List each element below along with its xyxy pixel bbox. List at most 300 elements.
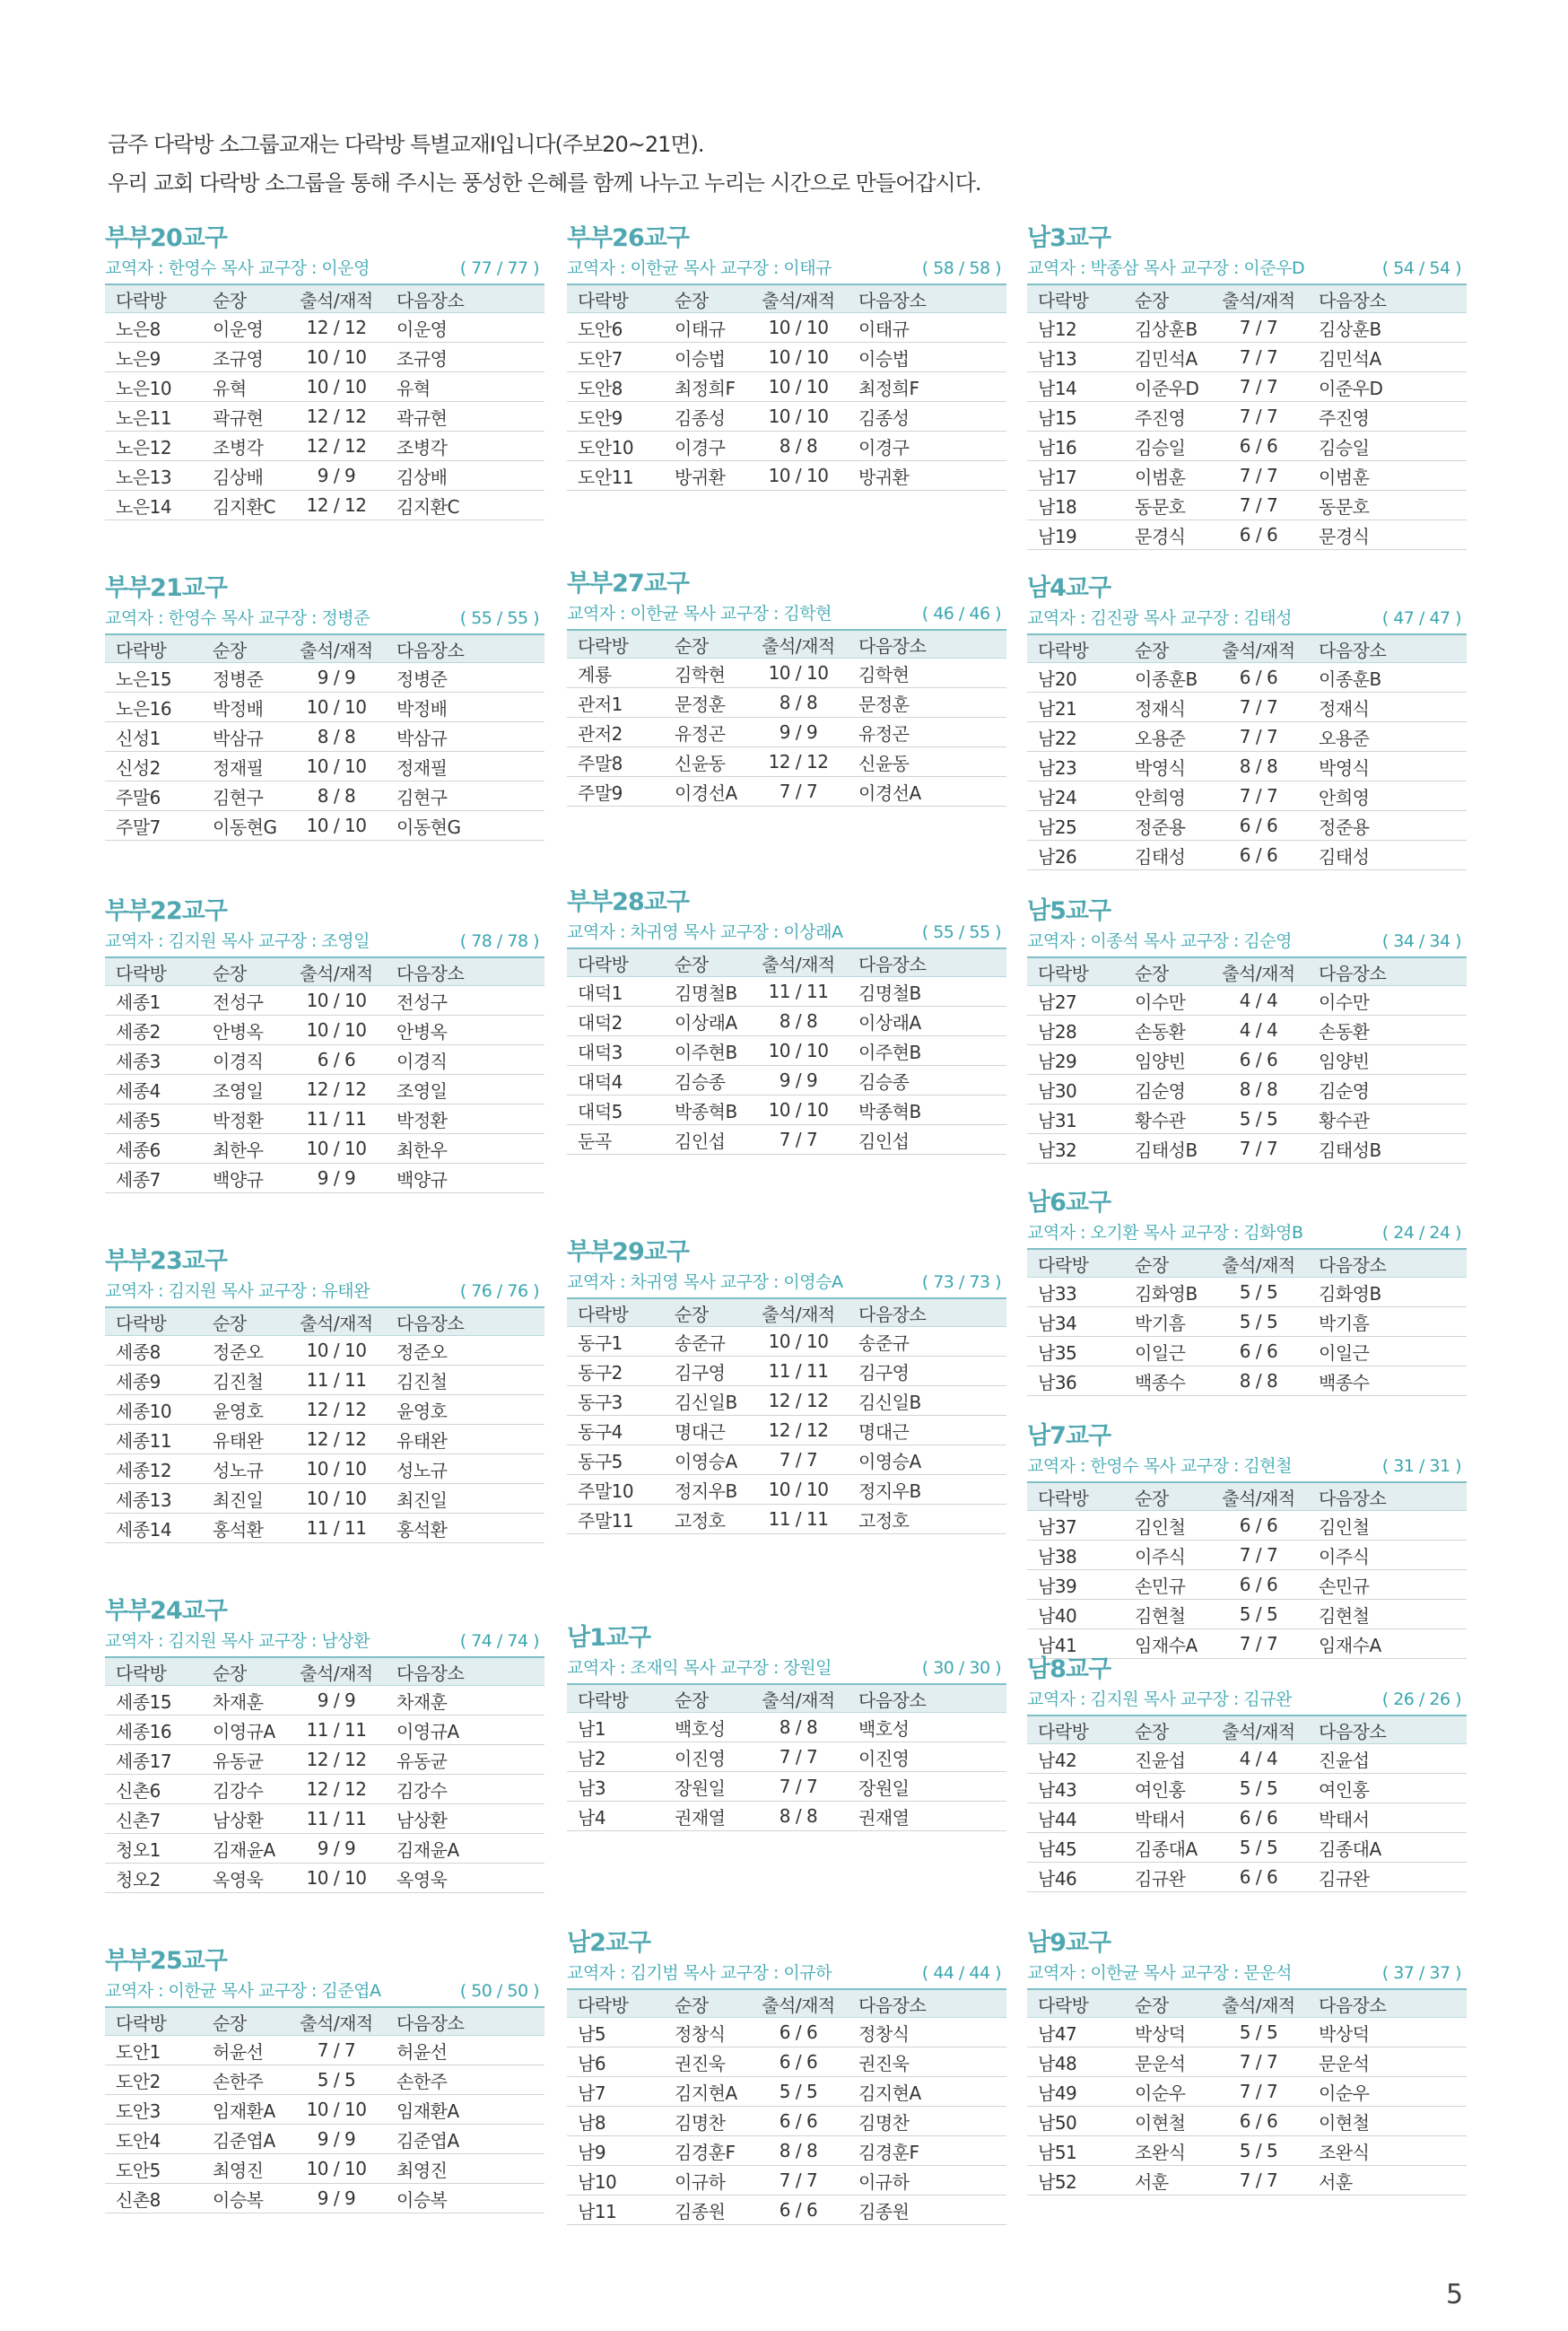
cell-darakbang: 세종6 (105, 1134, 202, 1164)
cell-next-place: 곽규현 (386, 402, 544, 432)
cell-attendance: 7 / 7 (1209, 402, 1308, 432)
table-row (1027, 1075, 1467, 1104)
cell-next-place: 유혁 (386, 372, 544, 402)
cell-attendance: 7 / 7 (1209, 2166, 1308, 2196)
cell-next-place: 백호성 (848, 1713, 1006, 1742)
district-total: ( 26 / 26 ) (1381, 1689, 1461, 1709)
cell-attendance: 10 / 10 (287, 1864, 386, 1893)
cell-leader: 유태완 (202, 1425, 287, 1454)
header-darakbang: 다락방 (567, 1684, 664, 1713)
cell-attendance: 10 / 10 (749, 372, 848, 402)
cell-next-place: 김강수 (386, 1775, 544, 1804)
cell-leader: 정재필 (202, 752, 287, 781)
table-row (567, 1125, 1006, 1155)
cell-leader: 전성구 (202, 986, 287, 1016)
header-next-place: 다음장소 (1308, 634, 1467, 663)
table-row (1027, 1278, 1467, 1307)
cell-leader: 김지현A (664, 2077, 749, 2107)
cell-darakbang: 신촌7 (105, 1804, 202, 1834)
table-row (567, 1802, 1006, 1831)
cell-next-place: 백종수 (1308, 1366, 1467, 1396)
district-total: ( 78 / 78 ) (459, 931, 539, 951)
cell-next-place: 정지우B (848, 1475, 1006, 1505)
cell-next-place: 신윤동 (848, 747, 1006, 777)
cell-attendance: 6 / 6 (1209, 432, 1308, 461)
header-attendance: 출석/재적 (749, 1684, 848, 1713)
cell-next-place: 이범훈 (1308, 461, 1467, 491)
cell-leader: 진윤섭 (1124, 1744, 1209, 1774)
cell-darakbang: 세종14 (105, 1514, 202, 1543)
cell-attendance: 10 / 10 (749, 343, 848, 372)
district-group (567, 886, 1006, 1155)
header-attendance: 출석/재적 (1209, 957, 1308, 986)
table-row (105, 343, 544, 372)
district-leaders: 교역자 : 조재익 목사 교구장 : 장원일 (567, 1658, 832, 1678)
cell-next-place: 조완식 (1308, 2136, 1467, 2166)
table-header-row (1027, 1989, 1467, 2018)
header-darakbang: 다락방 (105, 1307, 202, 1336)
table-row (1027, 663, 1467, 693)
cell-darakbang: 남17 (1027, 461, 1124, 491)
cell-leader: 이일근 (1124, 1337, 1209, 1366)
cell-next-place: 윤영호 (386, 1395, 544, 1425)
header-darakbang: 다락방 (1027, 1482, 1124, 1511)
header-attendance: 출석/재적 (1209, 634, 1308, 663)
attendance-table (1027, 633, 1467, 870)
cell-next-place: 성노규 (386, 1454, 544, 1484)
cell-attendance: 7 / 7 (749, 1445, 848, 1475)
cell-attendance: 8 / 8 (749, 2136, 848, 2166)
attendance-table (1027, 1988, 1467, 2196)
table-row (105, 1484, 544, 1514)
district-title: 부부23교구 (105, 1247, 227, 1275)
header-darakbang: 다락방 (1027, 1716, 1124, 1744)
attendance-table (105, 633, 544, 841)
cell-leader: 이경구 (664, 432, 749, 461)
header-next-place: 다음장소 (386, 2007, 544, 2036)
cell-leader: 김재윤A (202, 1834, 287, 1864)
header-attendance: 출석/재적 (287, 1657, 386, 1686)
cell-next-place: 장원일 (848, 1772, 1006, 1802)
cell-next-place: 옥영욱 (386, 1864, 544, 1893)
cell-next-place: 김인섭 (848, 1125, 1006, 1155)
cell-attendance: 10 / 10 (749, 1036, 848, 1066)
cell-next-place: 이상래A (848, 1007, 1006, 1036)
table-row (105, 2125, 544, 2154)
cell-darakbang: 주말9 (567, 777, 664, 807)
district-title: 부부22교구 (105, 897, 227, 925)
cell-leader: 박정환 (202, 1104, 287, 1134)
cell-leader: 이승법 (664, 343, 749, 372)
header-darakbang: 다락방 (1027, 634, 1124, 663)
table-row (105, 1134, 544, 1164)
header-attendance: 출석/재적 (287, 284, 386, 313)
cell-leader: 정재식 (1124, 693, 1209, 722)
cell-darakbang: 노은15 (105, 663, 202, 693)
district-total: ( 34 / 34 ) (1381, 931, 1461, 951)
district-group (567, 568, 1006, 807)
cell-darakbang: 남6 (567, 2047, 664, 2077)
cell-leader: 김학현 (664, 659, 749, 688)
cell-next-place: 방귀환 (848, 461, 1006, 491)
table-row (1027, 520, 1467, 550)
header-attendance: 출석/재적 (287, 1307, 386, 1336)
cell-leader: 최정희F (664, 372, 749, 402)
cell-next-place: 김명찬 (848, 2107, 1006, 2136)
cell-attendance: 11 / 11 (749, 1505, 848, 1534)
cell-next-place: 김종원 (848, 2196, 1006, 2225)
attendance-table (567, 947, 1006, 1155)
cell-attendance: 7 / 7 (1209, 2047, 1308, 2077)
district-info (567, 255, 1006, 282)
cell-darakbang: 남49 (1027, 2077, 1124, 2107)
cell-darakbang: 도안4 (105, 2125, 202, 2154)
district-title: 부부29교구 (567, 1238, 689, 1266)
cell-attendance: 6 / 6 (749, 2047, 848, 2077)
header-darakbang: 다락방 (567, 1989, 664, 2018)
district-title: 부부20교구 (105, 224, 227, 252)
table-row (1027, 432, 1467, 461)
header-leader: 순장 (1124, 1716, 1209, 1744)
cell-darakbang: 청오2 (105, 1864, 202, 1893)
table-row (1027, 372, 1467, 402)
header-next-place: 다음장소 (1308, 957, 1467, 986)
cell-darakbang: 남20 (1027, 663, 1124, 693)
cell-next-place: 김승종 (848, 1066, 1006, 1096)
table-row (1027, 722, 1467, 752)
header-darakbang: 다락방 (567, 630, 664, 659)
district-group (105, 895, 544, 1193)
table-row (567, 343, 1006, 372)
district-group (567, 1236, 1006, 1534)
district-total: ( 73 / 73 ) (921, 1272, 1001, 1292)
cell-next-place: 이태규 (848, 313, 1006, 343)
table-row (1027, 1307, 1467, 1337)
cell-next-place: 고정호 (848, 1505, 1006, 1534)
cell-next-place: 이주식 (1308, 1541, 1467, 1570)
cell-darakbang: 남43 (1027, 1774, 1124, 1803)
table-row (1027, 2018, 1467, 2047)
cell-next-place: 이수만 (1308, 986, 1467, 1016)
cell-next-place: 이승법 (848, 343, 1006, 372)
cell-attendance: 12 / 12 (287, 402, 386, 432)
cell-attendance: 10 / 10 (749, 659, 848, 688)
cell-darakbang: 세종2 (105, 1016, 202, 1045)
cell-attendance: 9 / 9 (287, 663, 386, 693)
cell-attendance: 5 / 5 (749, 2077, 848, 2107)
cell-leader: 정준오 (202, 1336, 287, 1366)
cell-leader: 이주현B (664, 1036, 749, 1066)
table-row (1027, 1045, 1467, 1075)
cell-leader: 김종대A (1124, 1833, 1209, 1863)
district-title: 남3교구 (1027, 224, 1111, 252)
district-info (1027, 255, 1467, 282)
attendance-table (567, 284, 1006, 491)
table-row (567, 2018, 1006, 2047)
cell-attendance: 6 / 6 (1209, 1863, 1308, 1892)
table-header-row (1027, 1249, 1467, 1278)
table-row (105, 2065, 544, 2095)
district-leaders: 교역자 : 박종삼 목사 교구장 : 이준우D (1027, 258, 1305, 278)
table-row (1027, 1511, 1467, 1541)
cell-leader: 황수관 (1124, 1104, 1209, 1134)
header-attendance: 출석/재적 (749, 284, 848, 313)
attendance-table (105, 956, 544, 1193)
cell-next-place: 문운석 (1308, 2047, 1467, 2077)
cell-attendance: 10 / 10 (287, 1484, 386, 1514)
cell-attendance: 10 / 10 (287, 1454, 386, 1484)
cell-attendance: 7 / 7 (1209, 781, 1308, 811)
cell-leader: 최한우 (202, 1134, 287, 1164)
cell-darakbang: 주말10 (567, 1475, 664, 1505)
cell-darakbang: 남51 (1027, 2136, 1124, 2166)
table-row (105, 1075, 544, 1104)
district-total: ( 77 / 77 ) (459, 258, 539, 278)
cell-darakbang: 주말7 (105, 811, 202, 841)
cell-next-place: 이운영 (386, 313, 544, 343)
district-title: 남8교구 (1027, 1655, 1111, 1683)
cell-leader: 이태규 (664, 313, 749, 343)
cell-darakbang: 세종17 (105, 1745, 202, 1775)
table-header-row (105, 634, 544, 663)
district-group (1027, 1187, 1467, 1396)
cell-leader: 박태서 (1124, 1803, 1209, 1833)
district-title: 부부21교구 (105, 574, 227, 602)
cell-next-place: 이종훈B (1308, 663, 1467, 693)
header-attendance: 출석/재적 (287, 634, 386, 663)
cell-leader: 이현철 (1124, 2107, 1209, 2136)
cell-leader: 김준엽A (202, 2125, 287, 2154)
cell-attendance: 12 / 12 (287, 491, 386, 520)
cell-leader: 문경식 (1124, 520, 1209, 550)
cell-darakbang: 남50 (1027, 2107, 1124, 2136)
cell-attendance: 4 / 4 (1209, 1016, 1308, 1045)
cell-attendance: 10 / 10 (287, 1134, 386, 1164)
header-darakbang: 다락방 (567, 948, 664, 977)
cell-leader: 박정배 (202, 693, 287, 722)
cell-attendance: 10 / 10 (287, 693, 386, 722)
header-leader: 순장 (1124, 1482, 1209, 1511)
cell-leader: 김승일 (1124, 432, 1209, 461)
cell-next-place: 조규영 (386, 343, 544, 372)
table-row (567, 313, 1006, 343)
table-row (567, 1386, 1006, 1416)
table-header-row (567, 1684, 1006, 1713)
cell-leader: 박기흠 (1124, 1307, 1209, 1337)
header-next-place: 다음장소 (1308, 1989, 1467, 2018)
district-group (105, 1245, 544, 1543)
header-next-place: 다음장소 (848, 630, 1006, 659)
cell-next-place: 김상배 (386, 461, 544, 491)
header-attendance: 출석/재적 (1209, 284, 1308, 313)
cell-next-place: 박태서 (1308, 1803, 1467, 1833)
attendance-table (1027, 284, 1467, 550)
table-row (567, 1713, 1006, 1742)
cell-next-place: 이현철 (1308, 2107, 1467, 2136)
cell-leader: 김민석A (1124, 343, 1209, 372)
cell-leader: 박영식 (1124, 752, 1209, 781)
cell-next-place: 허윤선 (386, 2036, 544, 2065)
header-attendance: 출석/재적 (1209, 1482, 1308, 1511)
header-attendance: 출석/재적 (287, 2007, 386, 2036)
cell-attendance: 11 / 11 (749, 1357, 848, 1386)
district-total: ( 76 / 76 ) (459, 1281, 539, 1301)
header-darakbang: 다락방 (567, 1298, 664, 1327)
district-info (567, 1654, 1006, 1681)
cell-attendance: 10 / 10 (749, 1475, 848, 1505)
cell-attendance: 6 / 6 (1209, 1803, 1308, 1833)
cell-attendance: 12 / 12 (287, 1075, 386, 1104)
header-leader: 순장 (202, 284, 287, 313)
cell-darakbang: 노은14 (105, 491, 202, 520)
cell-leader: 김진철 (202, 1366, 287, 1395)
header-attendance: 출석/재적 (1209, 1989, 1308, 2018)
district-group (1027, 223, 1467, 550)
table-row (105, 752, 544, 781)
table-row (567, 659, 1006, 688)
cell-darakbang: 세종11 (105, 1425, 202, 1454)
table-header-row (105, 957, 544, 986)
table-row (105, 461, 544, 491)
table-row (1027, 841, 1467, 870)
district-total: ( 55 / 55 ) (921, 922, 1001, 942)
cell-leader: 김상배 (202, 461, 287, 491)
cell-darakbang: 세종1 (105, 986, 202, 1016)
cell-next-place: 이승복 (386, 2184, 544, 2213)
table-row (105, 1454, 544, 1484)
district-group (1027, 1654, 1467, 1892)
cell-next-place: 차재훈 (386, 1686, 544, 1716)
district-title: 부부27교구 (567, 570, 689, 598)
cell-darakbang: 신촌8 (105, 2184, 202, 2213)
cell-darakbang: 남4 (567, 1802, 664, 1831)
cell-attendance: 5 / 5 (1209, 1774, 1308, 1803)
cell-leader: 이순우 (1124, 2077, 1209, 2107)
cell-darakbang: 신성2 (105, 752, 202, 781)
cell-leader: 홍석환 (202, 1514, 287, 1543)
cell-next-place: 최진일 (386, 1484, 544, 1514)
table-row (105, 2154, 544, 2184)
header-leader: 순장 (1124, 1989, 1209, 2018)
cell-attendance: 7 / 7 (1209, 2077, 1308, 2107)
cell-leader: 김순영 (1124, 1075, 1209, 1104)
table-row (105, 313, 544, 343)
attendance-table (567, 1297, 1006, 1534)
cell-attendance: 7 / 7 (1209, 372, 1308, 402)
district-leaders: 교역자 : 이한균 목사 교구장 : 김학현 (567, 604, 832, 624)
table-row (1027, 986, 1467, 1016)
cell-leader: 이수만 (1124, 986, 1209, 1016)
cell-darakbang: 노은13 (105, 461, 202, 491)
cell-attendance: 6 / 6 (749, 2018, 848, 2047)
cell-darakbang: 남15 (1027, 402, 1124, 432)
cell-next-place: 홍석환 (386, 1514, 544, 1543)
attendance-table (567, 629, 1006, 807)
cell-leader: 김지환C (202, 491, 287, 520)
cell-darakbang: 신촌6 (105, 1775, 202, 1804)
cell-next-place: 남상환 (386, 1804, 544, 1834)
header-leader: 순장 (664, 284, 749, 313)
table-row (105, 663, 544, 693)
cell-darakbang: 남37 (1027, 1511, 1124, 1541)
cell-attendance: 9 / 9 (749, 718, 848, 747)
header-darakbang: 다락방 (105, 634, 202, 663)
cell-leader: 박상덕 (1124, 2018, 1209, 2047)
cell-leader: 손민규 (1124, 1570, 1209, 1600)
cell-darakbang: 도안7 (567, 343, 664, 372)
cell-darakbang: 세종7 (105, 1164, 202, 1193)
cell-leader: 이영규A (202, 1716, 287, 1745)
attendance-table (105, 2006, 544, 2213)
cell-attendance: 8 / 8 (1209, 1366, 1308, 1396)
district-total: ( 74 / 74 ) (459, 1631, 539, 1651)
cell-leader: 손한주 (202, 2065, 287, 2095)
cell-next-place: 이경직 (386, 1045, 544, 1075)
table-row (1027, 2166, 1467, 2196)
cell-leader: 고정호 (664, 1505, 749, 1534)
table-header-row (567, 630, 1006, 659)
cell-attendance: 5 / 5 (1209, 1600, 1308, 1629)
table-row (567, 1475, 1006, 1505)
header-leader: 순장 (664, 630, 749, 659)
cell-next-place: 김경훈F (848, 2136, 1006, 2166)
table-row (567, 402, 1006, 432)
cell-next-place: 안희영 (1308, 781, 1467, 811)
cell-leader: 김현구 (202, 781, 287, 811)
cell-leader: 이경직 (202, 1045, 287, 1075)
district-leaders: 교역자 : 김지원 목사 교구장 : 유태완 (105, 1281, 370, 1301)
table-header-row (1027, 634, 1467, 663)
cell-attendance: 8 / 8 (1209, 752, 1308, 781)
cell-darakbang: 도안1 (105, 2036, 202, 2065)
cell-attendance: 10 / 10 (287, 811, 386, 841)
district-title: 남1교구 (567, 1624, 651, 1652)
district-total: ( 55 / 55 ) (459, 608, 539, 628)
table-header-row (567, 1298, 1006, 1327)
header-darakbang: 다락방 (567, 284, 664, 313)
table-header-row (1027, 284, 1467, 313)
cell-leader: 김인철 (1124, 1511, 1209, 1541)
cell-leader: 유동균 (202, 1745, 287, 1775)
table-row (567, 688, 1006, 718)
cell-darakbang: 세종10 (105, 1395, 202, 1425)
cell-next-place: 김화영B (1308, 1278, 1467, 1307)
cell-leader: 김태성B (1124, 1134, 1209, 1164)
table-row (105, 1864, 544, 1893)
cell-leader: 백양규 (202, 1164, 287, 1193)
cell-attendance: 6 / 6 (1209, 1511, 1308, 1541)
cell-attendance: 7 / 7 (1209, 313, 1308, 343)
header-attendance: 출석/재적 (1209, 1716, 1308, 1744)
cell-attendance: 8 / 8 (749, 1007, 848, 1036)
table-row (1027, 1744, 1467, 1774)
header-next-place: 다음장소 (848, 1684, 1006, 1713)
cell-leader: 임양빈 (1124, 1045, 1209, 1075)
cell-leader: 방귀환 (664, 461, 749, 491)
cell-next-place: 문정훈 (848, 688, 1006, 718)
table-row (105, 1686, 544, 1716)
cell-attendance: 6 / 6 (1209, 1337, 1308, 1366)
table-row (105, 2036, 544, 2065)
cell-darakbang: 도안8 (567, 372, 664, 402)
cell-darakbang: 남2 (567, 1742, 664, 1772)
cell-darakbang: 남42 (1027, 1744, 1124, 1774)
cell-attendance: 6 / 6 (1209, 520, 1308, 550)
table-row (1027, 491, 1467, 520)
cell-attendance: 7 / 7 (1209, 693, 1308, 722)
cell-darakbang: 대덕3 (567, 1036, 664, 1066)
cell-next-place: 박정환 (386, 1104, 544, 1134)
